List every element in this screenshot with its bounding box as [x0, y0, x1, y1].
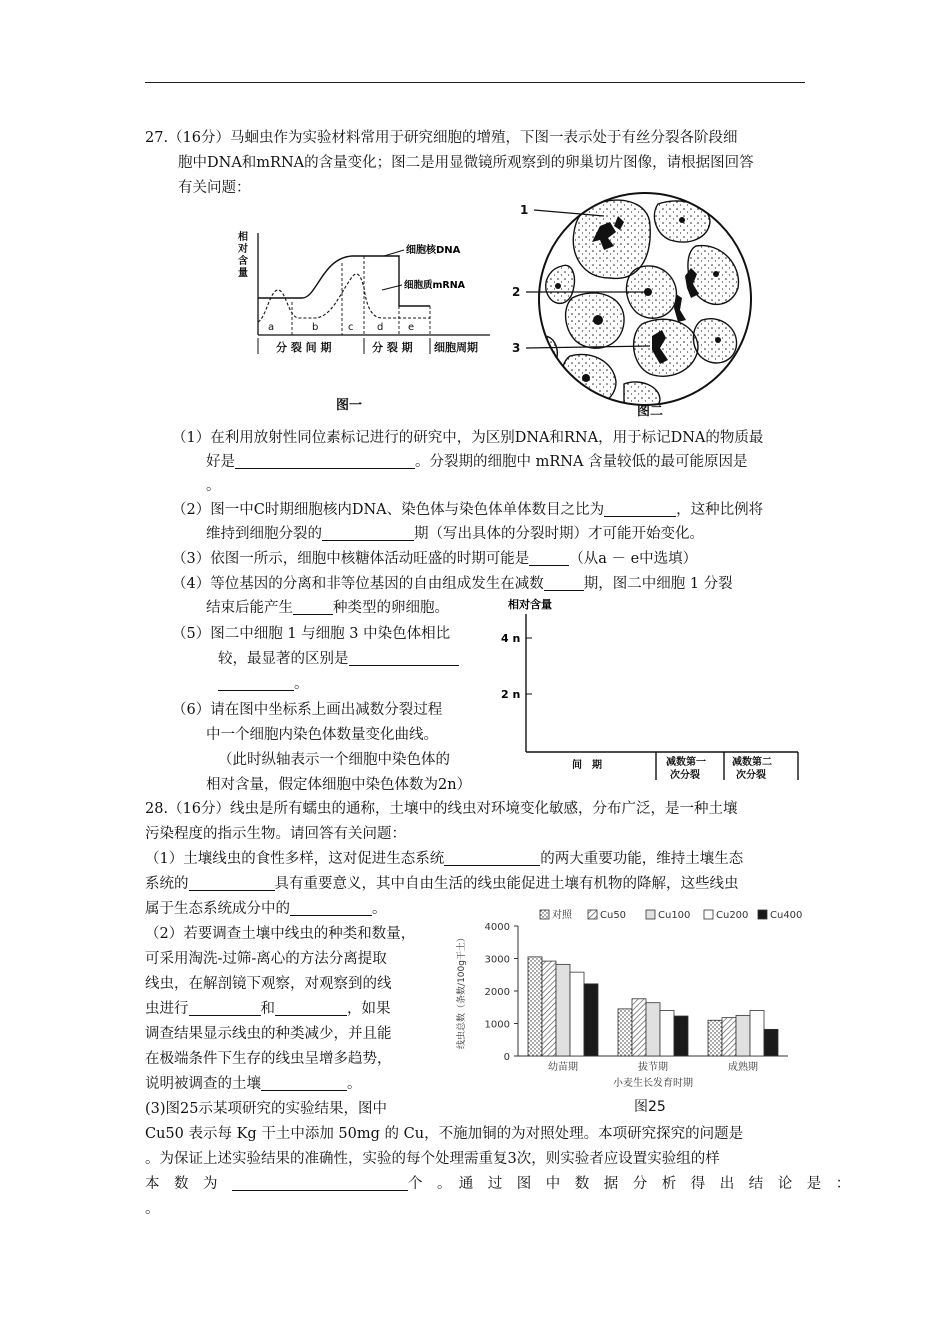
- legend-swatch-对照: [540, 910, 549, 919]
- axes-ylabel: 相对含量: [508, 598, 552, 611]
- q27-answer-blank-6[interactable]: [293, 599, 333, 615]
- bar-Cu50-拔节期: [632, 999, 646, 1056]
- bar-Cu200-拔节期: [660, 1011, 674, 1057]
- figure-1-caption: 图一: [336, 398, 363, 413]
- y-tick-label: 1000: [484, 1019, 510, 1031]
- q28-p3-line4: 本 数 为 个 。 通 过 图 中 数 据 分 析 得 出 结 论 是 ：: [145, 1176, 851, 1192]
- q27-p5-line2: 较，最显著的区别是: [218, 649, 459, 669]
- axes-tick-2n: 2 n: [501, 688, 521, 701]
- y-tick-label: 3000: [484, 954, 510, 966]
- fig1-ylabel-2: 对: [238, 244, 248, 255]
- q27-p5-line1: （5）图二中细胞 1 与细胞 3 中染色体相比: [172, 626, 451, 642]
- q28-p2-line1: （2）若要调查土壤中线虫的种类和数量，: [145, 926, 416, 942]
- q28-p3-line1: (3)图25示某项研究的实验结果，图中: [145, 1101, 387, 1117]
- q28-p2-line7: 说明被调查的土壤 。: [145, 1076, 362, 1092]
- figure-2-ovary-section: [500, 186, 760, 412]
- fig1-phase-division: 分 裂 期: [372, 341, 413, 354]
- q27-answer-blank-1[interactable]: [235, 453, 415, 469]
- q27-p1-line2: 好是 。分裂期的细胞中 mRNA 含量较低的最可能原因是: [206, 454, 748, 470]
- q28-p3-line2: Cu50 表示每 Kg 干土中添加 50mg 的 Cu，不施加铜的为对照处理。本项研究探究的问题是: [145, 1126, 744, 1142]
- fig1-label-dna: 细胞核DNA: [406, 245, 461, 256]
- figure-1-dna-mrna-curve: [232, 218, 502, 368]
- bar-Cu400-拔节期: [674, 1016, 688, 1056]
- bar-对照-幼苗期: [528, 957, 542, 1056]
- q28-p1-line2: 系统的 具有重要意义，其中自由生活的线虫能促进土壤有机物的降解，这些线虫: [145, 876, 739, 892]
- q27-answer-blank-2[interactable]: [604, 501, 676, 517]
- bar-Cu400-幼苗期: [584, 984, 598, 1056]
- q27-answer-blank-4[interactable]: [529, 550, 569, 566]
- bar-Cu400-成熟期: [764, 1029, 778, 1056]
- x-tick-label: 拔节期: [638, 1062, 668, 1073]
- y-axis-label: 线虫总数（条数/100g干土）: [457, 933, 467, 1049]
- fig2-label-2: 2: [512, 285, 521, 299]
- axes-x-meiosis1-b: 次分裂: [670, 770, 700, 781]
- q27-p6-line1: （6）请在图中坐标系上画出减数分裂过程: [172, 702, 443, 718]
- fig1-ylabel-3: 含: [238, 256, 248, 267]
- x-tick-label: 成熟期: [728, 1062, 758, 1073]
- axes-x-meiosis1-a: 减数第一: [666, 757, 706, 768]
- fig1-label-mrna: 细胞质mRNA: [404, 280, 466, 291]
- legend-label-Cu100: Cu100: [658, 910, 691, 921]
- y-tick-label: 2000: [484, 987, 510, 998]
- figure-25-bar-chart: [448, 906, 803, 1096]
- q27-answer-blank-5[interactable]: [544, 575, 584, 591]
- q28-p1-line1: （1）土壤线虫的食性多样，这对促进生态系统 的两大重要功能，维持土壤生态: [145, 851, 744, 867]
- bar-Cu100-幼苗期: [556, 964, 570, 1056]
- legend-label-Cu200: Cu200: [716, 910, 749, 921]
- q27-answer-blank-7[interactable]: [349, 650, 459, 666]
- q28-p2-line4: 虫进行 和 ，如果: [145, 1001, 391, 1017]
- q28-intro-line2: 污染程度的指示生物。请回答有关问题：: [145, 826, 406, 842]
- y-tick-label: 4000: [484, 922, 510, 933]
- q28-p2-line2: 可采用淘洗-过筛-离心的方法分离提取: [145, 951, 387, 967]
- q27-p5-line3: 。: [218, 674, 309, 694]
- fig1-stage-c: c: [348, 322, 354, 333]
- legend-label-Cu50: Cu50: [600, 910, 627, 921]
- q28-p2-line3: 线虫，在解剖镜下观察，对观察到的线: [145, 976, 392, 992]
- q27-answer-blank-8[interactable]: [218, 675, 294, 691]
- q27-p4-line1: （4）等位基因的分离和非等位基因的自由组成发生在减数 期，图二中细胞 1 分裂: [172, 576, 733, 592]
- x-axis-label: 小麦生长发育时期: [613, 1078, 693, 1089]
- q28-p3-line3: 。为保证上述实验结果的准确性，实验的每个处理需重复3次，则实验者应设置实验组的样: [145, 1151, 720, 1167]
- header-rule: [145, 82, 805, 83]
- fig2-label-3: 3: [512, 341, 521, 355]
- axes-x-meiosis2-b: 次分裂: [736, 770, 766, 781]
- q27-p4-line2: 结束后能产生 种类型的卵细胞。: [206, 600, 449, 616]
- q27-intro-line1: 27.（16分）马蛔虫作为实验材料常用于研究细胞的增殖，下图一表示处于有丝分裂各阶段细: [145, 130, 738, 146]
- q27-p1-line1: （1）在利用放射性同位素标记进行的研究中，为区别DNA和RNA，用于标记DNA的物质最: [172, 430, 764, 446]
- fig1-phase-cycle: 细胞周期: [434, 341, 478, 354]
- fig1-ylabel-4: 量: [238, 268, 248, 279]
- fig1-stage-d: d: [377, 322, 384, 333]
- figure-2-caption: 图二: [637, 404, 664, 419]
- q28-p2-line5: 调查结果显示线虫的种类减少，并且能: [145, 1026, 392, 1042]
- axes-tick-4n: 4 n: [501, 632, 521, 645]
- q28-p3-line5: 。: [145, 1201, 160, 1217]
- q27-answer-blank-3[interactable]: [322, 525, 414, 541]
- q27-p6-line2: 中一个细胞内染色体数量变化曲线。: [206, 727, 438, 743]
- q28-p2-line6: 在极端条件下生存的线虫呈增多趋势，: [145, 1051, 392, 1067]
- fig1-stage-a: a: [268, 322, 275, 333]
- legend-swatch-Cu200: [704, 910, 713, 919]
- bar-Cu200-幼苗期: [570, 972, 584, 1056]
- bar-Cu200-成熟期: [750, 1011, 764, 1057]
- q27-p2-line2: 维持到细胞分裂的 期（写出具体的分裂时期）才可能开始变化。: [206, 526, 704, 542]
- bar-对照-成熟期: [708, 1020, 722, 1056]
- q28-answer-blank-6[interactable]: [261, 1075, 347, 1091]
- q27-p3: （3）依图一所示，细胞中核糖体活动旺盛的时期可能是 （从a － e中选填）: [172, 551, 698, 567]
- bar-Cu50-成熟期: [722, 1018, 736, 1056]
- bar-Cu100-拔节期: [646, 1003, 660, 1056]
- fig1-stage-b: b: [312, 322, 319, 333]
- q27-p6-line3: （此时纵轴表示一个细胞中染色体的: [218, 752, 450, 768]
- q28-answer-blank-5[interactable]: [275, 1000, 347, 1016]
- fig2-label-1: 1: [520, 203, 529, 217]
- q28-answer-blank-1[interactable]: [444, 850, 540, 866]
- q27-p1-line3: 。: [206, 478, 221, 494]
- q28-answer-blank-7[interactable]: [232, 1175, 408, 1191]
- y-tick-label: 0: [503, 1052, 510, 1063]
- x-tick-label: 幼苗期: [548, 1062, 578, 1073]
- figure-25-caption: 图25: [634, 1099, 666, 1115]
- bar-对照-拔节期: [618, 1009, 632, 1056]
- axes-x-interphase: 间 期: [572, 760, 602, 771]
- fig1-phase-interphase: 分 裂 间 期: [276, 341, 332, 354]
- q27-p6-line4: 相对含量，假定体细胞中染色体数为2n）: [206, 777, 472, 793]
- q28-answer-blank-3[interactable]: [290, 900, 372, 916]
- q27-p2-line1: （2）图一中C时期细胞核内DNA、染色体与染色体单体数目之比为 ，这种比例将: [172, 502, 764, 518]
- q27-intro-line3: 有关问题：: [178, 180, 251, 196]
- legend-label-Cu400: Cu400: [770, 910, 803, 921]
- fig1-ylabel-1: 相: [238, 232, 248, 243]
- bar-Cu50-幼苗期: [542, 961, 556, 1056]
- fig1-stage-e: e: [408, 322, 415, 333]
- q28-answer-blank-4[interactable]: [189, 1000, 261, 1016]
- meiosis-chromosome-axes[interactable]: [496, 596, 806, 786]
- legend-swatch-Cu50: [588, 910, 597, 919]
- legend-swatch-Cu100: [646, 910, 655, 919]
- legend-label-对照: 对照: [552, 910, 572, 921]
- axes-x-meiosis2-a: 减数第二: [732, 757, 772, 768]
- bar-Cu100-成熟期: [736, 1015, 750, 1056]
- legend-swatch-Cu400: [758, 910, 767, 919]
- q27-intro-line2: 胞中DNA和mRNA的含量变化；图二是用显微镜所观察到的卵巢切片图像，请根据图回答: [178, 155, 754, 171]
- q28-answer-blank-2[interactable]: [189, 875, 275, 891]
- q28-p1-line3: 属于生态系统成分中的 。: [145, 901, 387, 917]
- q28-intro-line1: 28.（16分）线虫是所有蠕虫的通称，土壤中的线虫对环境变化敏感，分布广泛，是一种土壤: [145, 801, 738, 817]
